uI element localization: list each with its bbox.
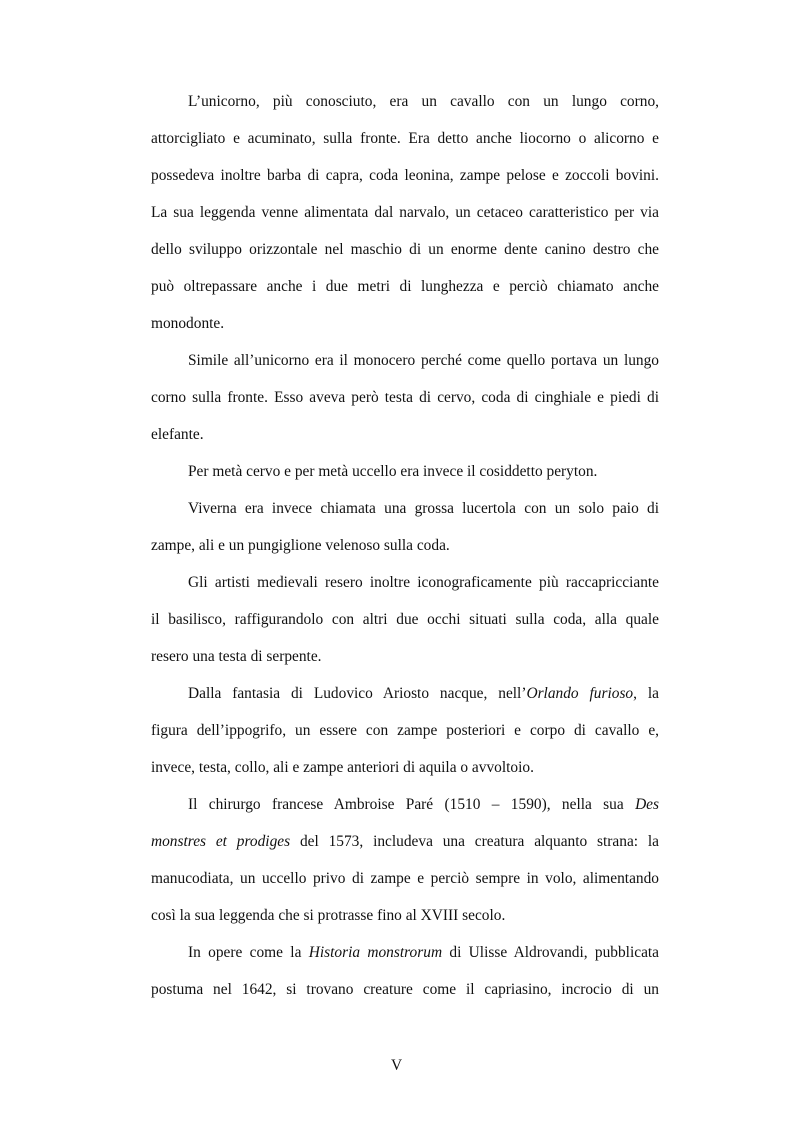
text-line: monstres et prodiges del 1573, includeva una creatura alquanto strana: la [151,833,660,850]
text-line: L’unicorno, più conosciuto, era un cavallo con un lungo corno, [188,93,659,110]
text-line: figura dell’ippogrifo, un essere con zampe posteriori e corpo di cavallo e, [151,722,659,739]
text-line: Per metà cervo e per metà uccello era invece il cosiddetto peryton. [188,463,598,480]
italic-title: Orlando furioso [526,685,634,702]
text-line: resero una testa di serpente. [151,648,322,665]
text-line: Simile all’unicorno era il monocero perché come quello portava un lungo [188,352,659,369]
text-line: attorcigliato e acuminato, sulla fronte. Era detto anche liocorno o alicorno e [151,130,659,147]
text-line: monodonte. [151,315,225,332]
text-line: Il chirurgo francese Ambroise Paré (1510 – 1590), nella sua Des [188,796,659,813]
text-line: postuma nel 1642, si trovano creature come il capriasino, incrocio di un [151,981,659,998]
text-line: Viverna era invece chiamata una grossa lucertola con un solo paio di [188,500,659,517]
text-line: zampe, ali e un pungiglione velenoso sulla coda. [151,537,450,554]
text-line: può oltrepassare anche i due metri di lunghezza e perciò chiamato anche [151,278,659,295]
text-line: corno sulla fronte. Esso aveva però testa di cervo, coda di cinghiale e piedi di [151,389,659,406]
text-line: possedeva inoltre barba di capra, coda leonina, zampe pelose e zoccoli bovini. [151,167,659,184]
text-line: La sua leggenda venne alimentata dal narvalo, un cetaceo caratteristico per via [151,204,659,221]
italic-title: monstres et prodiges [151,833,291,850]
italic-title: Des [635,796,659,813]
text-line: manucodiata, un uccello privo di zampe e perciò sempre in volo, alimentando [151,870,659,887]
text-line: elefante. [151,426,204,443]
text-line: In opere come la Historia monstrorum di Ulisse Aldrovandi, pubblicata [188,944,660,961]
page-number: V [390,1057,403,1074]
text-line: così la sua leggenda che si protrasse fino al XVIII secolo. [151,907,506,924]
text-line: il basilisco, raffigurandolo con altri due occhi situati sulla coda, alla quale [151,611,659,628]
italic-title: Historia monstrorum [308,944,443,961]
text-line: dello sviluppo orizzontale nel maschio di un enorme dente canino destro che [151,241,659,258]
text-line: Gli artisti medievali resero inoltre iconograficamente più raccapricciante [188,574,659,591]
text-line: invece, testa, collo, ali e zampe anteriori di aquila o avvoltoio. [151,759,534,776]
text-line: Dalla fantasia di Ludovico Ariosto nacque, nell’Orlando furioso, la [188,685,659,702]
